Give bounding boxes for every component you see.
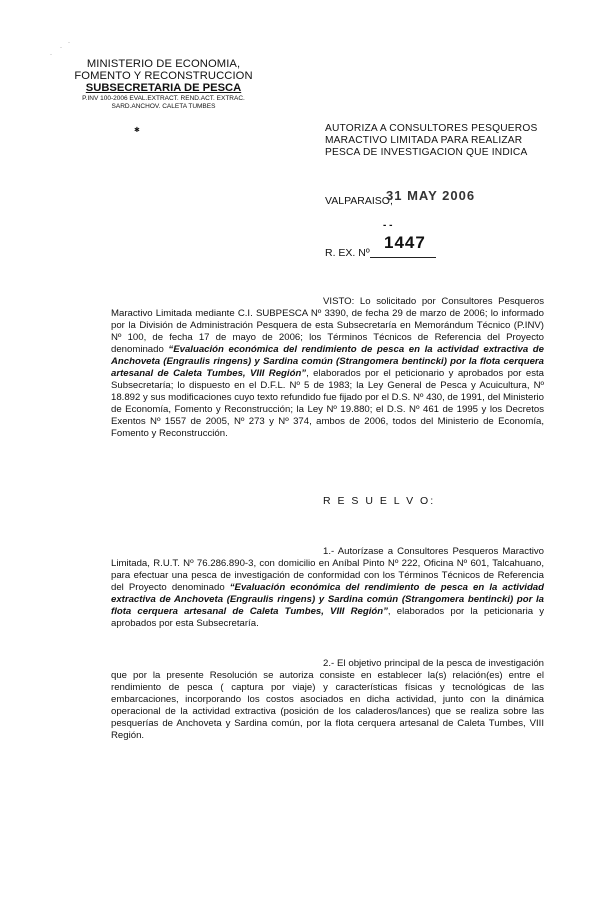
visto-label: VISTO: bbox=[323, 296, 355, 307]
reference-line1: P.INV 100-2006 EVAL.EXTRACT. REND.ACT. EXTRAC. bbox=[82, 95, 245, 102]
subject-line3: PESCA DE INVESTIGACION QUE INDICA bbox=[325, 147, 528, 158]
article-1-lead: 1.- Autorízase a Consultores Pesqueros bbox=[323, 546, 499, 557]
project-title: “Evaluación económica del rendimiento de pesca en la actividad extractiva de Anchoveta (Engraulis ringens) y Sardina común (Strangomera bentincki) por la flota cerquera artesanal de Caleta Tumbes, VIII Región” bbox=[111, 344, 544, 379]
ministry-name-line1: MINISTERIO DE ECONOMIA, bbox=[86, 58, 241, 70]
visto-text1: Lo solicitado por Consultores Pesqueros Maractivo Limitada mediante C.I. SUBPESCA Nº 3390, de fecha 29 de marzo de 2006; lo informado por la División de Administración Pesquera de esta Subsecretaría en Memorándum Técnico (P.INV) Nº 100, de fecha 17 de mayo de 2006; los Términos Técnicos de Referencia del Proyecto denominado bbox=[111, 296, 544, 355]
article-1-project-title: “Evaluación económica del rendimiento de pesca en la actividad extractiva de Anchoveta (Engraulis ringens) y Sardina común (Strangomera bentincki) por la flota cerquera artesanal de Caleta Tumbes, VIII Región” bbox=[111, 582, 544, 617]
rex-number: 1447 bbox=[384, 233, 426, 252]
article-2-lead: 2.- El objetivo principal de la pesca de bbox=[323, 658, 486, 669]
article-2 bbox=[111, 658, 544, 742]
scan-speck: · bbox=[60, 45, 62, 51]
article-2-text: investigación que por la presente Resolución se autoriza consiste en establecer la(s) relación(es) entre el rendimiento de pesca ( captura por viaje) y características físicas y tecnológicas de las embarcaciones, incorporando los costos asociados en dicha actividad, junto con la dinámica operacional de la actividad extractiva (posición de los caladeros/lances) que se realiza sobre las pesquerías de Anchoveta y Sardina común, por la flota cerquera artesanal de Caleta Tumbes, VIII Región. bbox=[111, 658, 544, 741]
date-stamp: 31 MAY 2006 bbox=[386, 188, 476, 203]
article-1-text1: Maractivo Limitada, R.U.T. Nº 76.286.890-3, con domicilio en Aníbal Pinto Nº 222, Oficina Nº 601, Talcahuano, para efectuar una pesca de investigación de conformidad con los Términos Técnicos de Referencia del Proyecto denominado bbox=[111, 546, 544, 593]
article-1 bbox=[111, 546, 544, 630]
rex-underline bbox=[370, 257, 436, 258]
rex-dash: - - bbox=[383, 220, 393, 231]
scan-speck: · bbox=[68, 40, 70, 46]
reference-line2: SARD.ANCHOV. CALETA TUMBES bbox=[111, 103, 216, 110]
article-1-text2: , elaborados por la peticionaria y aprobados por esta Subsecretaría. bbox=[111, 606, 544, 629]
scan-speck: · bbox=[50, 52, 52, 58]
subject-line2: MARACTIVO LIMITADA PARA REALIZAR bbox=[325, 135, 523, 146]
ministry-header bbox=[56, 58, 271, 111]
visto-paragraph bbox=[111, 296, 544, 440]
ministry-name-line2: FOMENTO Y RECONSTRUCCION bbox=[74, 70, 253, 82]
visto-text2: , elaborados por el peticionario y aprobados por esta Subsecretaría; lo dispuesto en el D.F.L. Nº 5 de 1983; la Ley General de Pesca y Acuicultura, Nº 18.892 y sus modificaciones cuyo texto refundido fue fijado por el D.S. Nº 430, de 1991, del Ministerio de Economía, Fomento y Reconstrucción; la Ley Nº 19.880; el D.S. Nº 461 de 1995 y los Decretos Exentos Nº 1557 de 2005, Nº 273 y Nº 374, ambos de 2006, todos del Ministerio de Economía, Fomento y Reconstrucción. bbox=[111, 368, 544, 439]
subject-line1: AUTORIZA A CONSULTORES PESQUEROS bbox=[325, 123, 538, 134]
place-label: VALPARAISO, bbox=[325, 195, 393, 207]
rex-label: R. EX. Nº bbox=[325, 247, 370, 259]
subsecretaria-name: SUBSECRETARIA DE PESCA bbox=[85, 82, 242, 94]
resuelvo-heading: R E S U E L V O: bbox=[323, 495, 436, 507]
resolution-subject bbox=[325, 123, 570, 159]
asterisk-mark-icon: ✱ bbox=[134, 127, 140, 134]
